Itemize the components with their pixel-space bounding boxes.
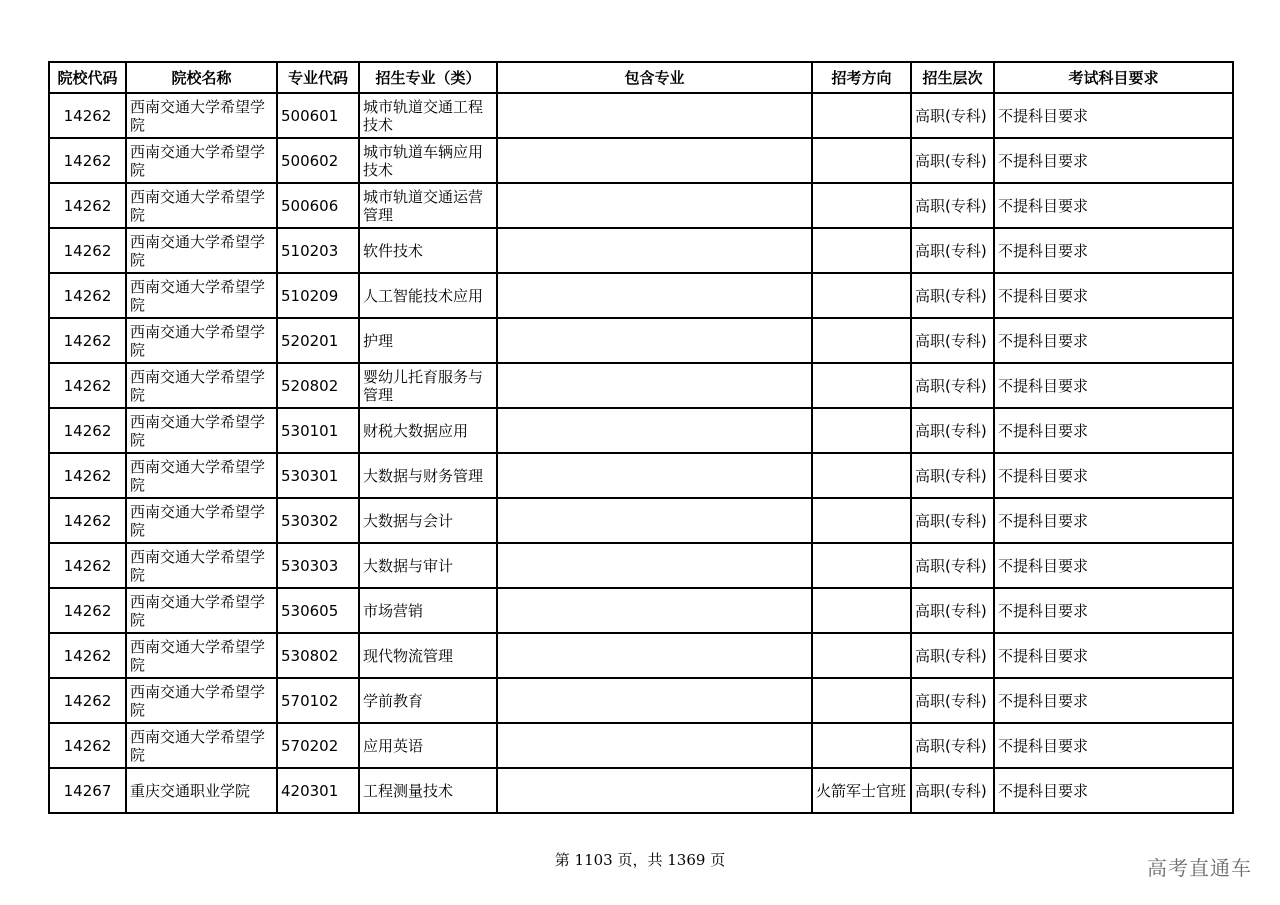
school-code-cell: 14262 — [49, 408, 126, 453]
major-cell: 人工智能技术应用 — [359, 273, 497, 318]
requirement-cell: 不提科目要求 — [994, 543, 1233, 588]
level-cell: 高职(专科) — [911, 93, 994, 138]
major-code-cell: 510203 — [277, 228, 359, 273]
direction-cell — [812, 93, 911, 138]
included-majors-cell — [497, 498, 812, 543]
level-cell: 高职(专科) — [911, 498, 994, 543]
table-row — [49, 408, 1233, 453]
included-majors-cell — [497, 138, 812, 183]
school-name-cell: 西南交通大学希望学院 — [126, 363, 277, 408]
school-code-cell: 14262 — [49, 678, 126, 723]
major-cell: 现代物流管理 — [359, 633, 497, 678]
direction-cell — [812, 408, 911, 453]
table-row — [49, 678, 1233, 723]
table-row — [49, 273, 1233, 318]
requirement-cell: 不提科目要求 — [994, 588, 1233, 633]
school-name-cell: 西南交通大学希望学院 — [126, 543, 277, 588]
school-name-cell: 西南交通大学希望学院 — [126, 183, 277, 228]
requirement-cell: 不提科目要求 — [994, 363, 1233, 408]
included-majors-cell — [497, 228, 812, 273]
direction-cell — [812, 678, 911, 723]
direction-cell — [812, 273, 911, 318]
direction-cell — [812, 228, 911, 273]
header-school-code: 院校代码 — [49, 62, 126, 93]
table-row — [49, 138, 1233, 183]
school-code-cell: 14262 — [49, 453, 126, 498]
page-number: 第 1103 页，共 1369 页 — [554, 851, 726, 869]
major-cell: 市场营销 — [359, 588, 497, 633]
requirement-cell: 不提科目要求 — [994, 453, 1233, 498]
header-school-name: 院校名称 — [126, 62, 277, 93]
included-majors-cell — [497, 408, 812, 453]
direction-cell — [812, 363, 911, 408]
direction-cell — [812, 543, 911, 588]
school-name-cell: 西南交通大学希望学院 — [126, 723, 277, 768]
school-name-cell: 西南交通大学希望学院 — [126, 453, 277, 498]
level-cell: 高职(专科) — [911, 768, 994, 813]
direction-cell — [812, 453, 911, 498]
requirement-cell: 不提科目要求 — [994, 633, 1233, 678]
level-cell: 高职(专科) — [911, 453, 994, 498]
school-name-cell: 西南交通大学希望学院 — [126, 633, 277, 678]
school-name-cell: 西南交通大学希望学院 — [126, 138, 277, 183]
major-cell: 城市轨道车辆应用技术 — [359, 138, 497, 183]
school-code-cell: 14262 — [49, 633, 126, 678]
requirement-cell: 不提科目要求 — [994, 678, 1233, 723]
header-major: 招生专业（类） — [359, 62, 497, 93]
table-row — [49, 498, 1233, 543]
requirement-cell: 不提科目要求 — [994, 318, 1233, 363]
header-requirement: 考试科目要求 — [994, 62, 1233, 93]
school-name-cell: 西南交通大学希望学院 — [126, 93, 277, 138]
requirement-cell: 不提科目要求 — [994, 498, 1233, 543]
watermark-text: 高考直通车 — [1147, 856, 1252, 880]
direction-cell — [812, 633, 911, 678]
major-code-cell: 530303 — [277, 543, 359, 588]
included-majors-cell — [497, 723, 812, 768]
school-code-cell: 14262 — [49, 183, 126, 228]
major-code-cell: 500606 — [277, 183, 359, 228]
requirement-cell: 不提科目要求 — [994, 273, 1233, 318]
included-majors-cell — [497, 588, 812, 633]
level-cell: 高职(专科) — [911, 588, 994, 633]
school-name-cell: 西南交通大学希望学院 — [126, 498, 277, 543]
major-code-cell: 520802 — [277, 363, 359, 408]
school-name-cell: 西南交通大学希望学院 — [126, 273, 277, 318]
included-majors-cell — [497, 318, 812, 363]
school-code-cell: 14262 — [49, 588, 126, 633]
included-majors-cell — [497, 633, 812, 678]
requirement-cell: 不提科目要求 — [994, 93, 1233, 138]
major-cell: 财税大数据应用 — [359, 408, 497, 453]
table-row — [49, 543, 1233, 588]
major-cell: 护理 — [359, 318, 497, 363]
header-included-majors: 包含专业 — [497, 62, 812, 93]
direction-cell — [812, 138, 911, 183]
direction-cell — [812, 498, 911, 543]
level-cell: 高职(专科) — [911, 543, 994, 588]
table-row — [49, 363, 1233, 408]
table-row — [49, 228, 1233, 273]
table-row — [49, 318, 1233, 363]
included-majors-cell — [497, 453, 812, 498]
table-row — [49, 453, 1233, 498]
level-cell: 高职(专科) — [911, 138, 994, 183]
requirement-cell: 不提科目要求 — [994, 228, 1233, 273]
major-cell: 城市轨道交通工程技术 — [359, 93, 497, 138]
included-majors-cell — [497, 93, 812, 138]
major-cell: 工程测量技术 — [359, 768, 497, 813]
table-row — [49, 633, 1233, 678]
major-code-cell: 530301 — [277, 453, 359, 498]
major-code-cell: 500601 — [277, 93, 359, 138]
header-level: 招生层次 — [911, 62, 994, 93]
direction-cell — [812, 318, 911, 363]
school-code-cell: 14262 — [49, 318, 126, 363]
included-majors-cell — [497, 768, 812, 813]
table-header-row — [49, 62, 1233, 93]
major-code-cell: 530802 — [277, 633, 359, 678]
major-cell: 应用英语 — [359, 723, 497, 768]
major-cell: 婴幼儿托育服务与管理 — [359, 363, 497, 408]
school-code-cell: 14262 — [49, 138, 126, 183]
requirement-cell: 不提科目要求 — [994, 768, 1233, 813]
school-name-cell: 重庆交通职业学院 — [126, 768, 277, 813]
level-cell: 高职(专科) — [911, 273, 994, 318]
school-code-cell: 14262 — [49, 723, 126, 768]
major-cell: 软件技术 — [359, 228, 497, 273]
table-row — [49, 723, 1233, 768]
major-code-cell: 570102 — [277, 678, 359, 723]
major-code-cell: 530605 — [277, 588, 359, 633]
major-code-cell: 570202 — [277, 723, 359, 768]
level-cell: 高职(专科) — [911, 633, 994, 678]
school-name-cell: 西南交通大学希望学院 — [126, 228, 277, 273]
header-direction: 招考方向 — [812, 62, 911, 93]
school-code-cell: 14262 — [49, 93, 126, 138]
major-code-cell: 510209 — [277, 273, 359, 318]
school-code-cell: 14262 — [49, 363, 126, 408]
school-code-cell: 14262 — [49, 273, 126, 318]
major-code-cell: 420301 — [277, 768, 359, 813]
direction-cell — [812, 183, 911, 228]
level-cell: 高职(专科) — [911, 183, 994, 228]
major-cell: 大数据与财务管理 — [359, 453, 497, 498]
included-majors-cell — [497, 363, 812, 408]
level-cell: 高职(专科) — [911, 723, 994, 768]
requirement-cell: 不提科目要求 — [994, 408, 1233, 453]
requirement-cell: 不提科目要求 — [994, 723, 1233, 768]
major-code-cell: 500602 — [277, 138, 359, 183]
major-cell: 学前教育 — [359, 678, 497, 723]
requirement-cell: 不提科目要求 — [994, 138, 1233, 183]
table-row — [49, 93, 1233, 138]
table-row — [49, 183, 1233, 228]
school-code-cell: 14262 — [49, 543, 126, 588]
school-name-cell: 西南交通大学希望学院 — [126, 678, 277, 723]
school-name-cell: 西南交通大学希望学院 — [126, 408, 277, 453]
direction-cell — [812, 588, 911, 633]
included-majors-cell — [497, 273, 812, 318]
level-cell: 高职(专科) — [911, 363, 994, 408]
table-row — [49, 588, 1233, 633]
direction-cell: 火箭军士官班 — [812, 768, 911, 813]
included-majors-cell — [497, 543, 812, 588]
major-cell: 大数据与会计 — [359, 498, 497, 543]
school-code-cell: 14262 — [49, 498, 126, 543]
major-cell: 大数据与审计 — [359, 543, 497, 588]
admission-table — [48, 61, 1234, 814]
header-major-code: 专业代码 — [277, 62, 359, 93]
level-cell: 高职(专科) — [911, 318, 994, 363]
direction-cell — [812, 723, 911, 768]
school-name-cell: 西南交通大学希望学院 — [126, 318, 277, 363]
major-code-cell: 530302 — [277, 498, 359, 543]
level-cell: 高职(专科) — [911, 228, 994, 273]
school-code-cell: 14267 — [49, 768, 126, 813]
school-name-cell: 西南交通大学希望学院 — [126, 588, 277, 633]
included-majors-cell — [497, 678, 812, 723]
requirement-cell: 不提科目要求 — [994, 183, 1233, 228]
level-cell: 高职(专科) — [911, 678, 994, 723]
school-code-cell: 14262 — [49, 228, 126, 273]
major-code-cell: 530101 — [277, 408, 359, 453]
major-code-cell: 520201 — [277, 318, 359, 363]
table-body — [49, 93, 1233, 813]
major-cell: 城市轨道交通运营管理 — [359, 183, 497, 228]
level-cell: 高职(专科) — [911, 408, 994, 453]
included-majors-cell — [497, 183, 812, 228]
table-row — [49, 768, 1233, 813]
